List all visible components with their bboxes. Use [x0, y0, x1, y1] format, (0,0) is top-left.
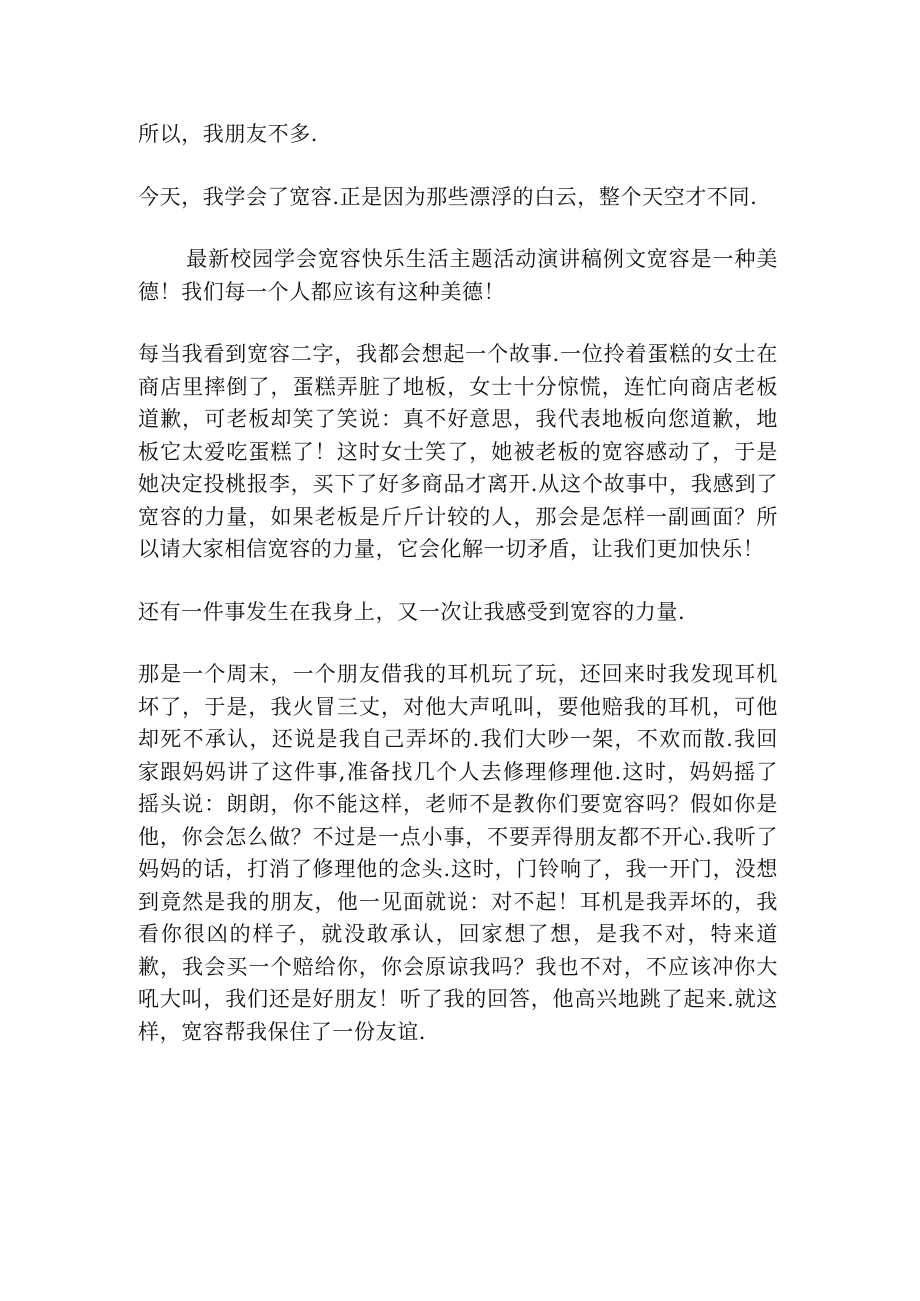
- paragraph-6: 那是一个周末，一个朋友借我的耳机玩了玩，还回来时我发现耳机坏了，于是，我火冒三丈，对他大声吼叫，要他赔我的耳机，可他却死不承认，还说是我自己弄坏的.我们大吵一架，不欢而散.我回家跟妈妈讲了这件事,准备找几个人去修理修理他.这时，妈妈摇了摇头说：朗朗，你不能这样，老师不是教你们要宽容吗？假如你是他，你会怎么做？不过是一点小事，不要弄得朋友都不开心.我听了妈妈的话，打消了修理他的念头.这时，门铃响了，我一开门，没想到竟然是我的朋友，他一见面就说：对不起！耳机是我弄坏的，我看你很凶的样子，就没敢承认，回家想了想，是我不对，特来道歉，我会买一个赔给你，你会原谅我吗？我也不对，不应该冲你大吼大叫，我们还是好朋友！听了我的回答，他高兴地跳了起来.就这样，宽容帮我保住了一份友谊.: [138, 662, 778, 1044]
- paragraph-4: 每当我看到宽容二字，我都会想起一个故事.一位拎着蛋糕的女士在商店里摔倒了，蛋糕弄脏了地板，女士十分惊慌，连忙向商店老板道歉，可老板却笑了笑说：真不好意思，我代表地板向您道歉，地板它太爱吃蛋糕了！这时女士笑了，她被老板的宽容感动了，于是她决定投桃报李，买下了好多商品才离开.从这个故事中，我感到了宽容的力量，如果老板是斤斤计较的人，那会是怎样一副画面？所以请大家相信宽容的力量，它会化解一切矛盾，让我们更加快乐！: [138, 342, 778, 561]
- paragraph-3-heading: 最新校园学会宽容快乐生活主题活动演讲稿例文宽容是一种美德！我们每一个人都应该有这种美德！: [138, 247, 778, 304]
- paragraph-2: 今天，我学会了宽容.正是因为那些漂浮的白云，整个天空才不同.: [138, 184, 758, 209]
- paragraph-1: 所以，我朋友不多.: [138, 122, 319, 146]
- document-body: [138, 118, 778, 1078]
- paragraph-5: 还有一件事发生在我身上，又一次让我感受到宽容的力量.: [138, 599, 686, 624]
